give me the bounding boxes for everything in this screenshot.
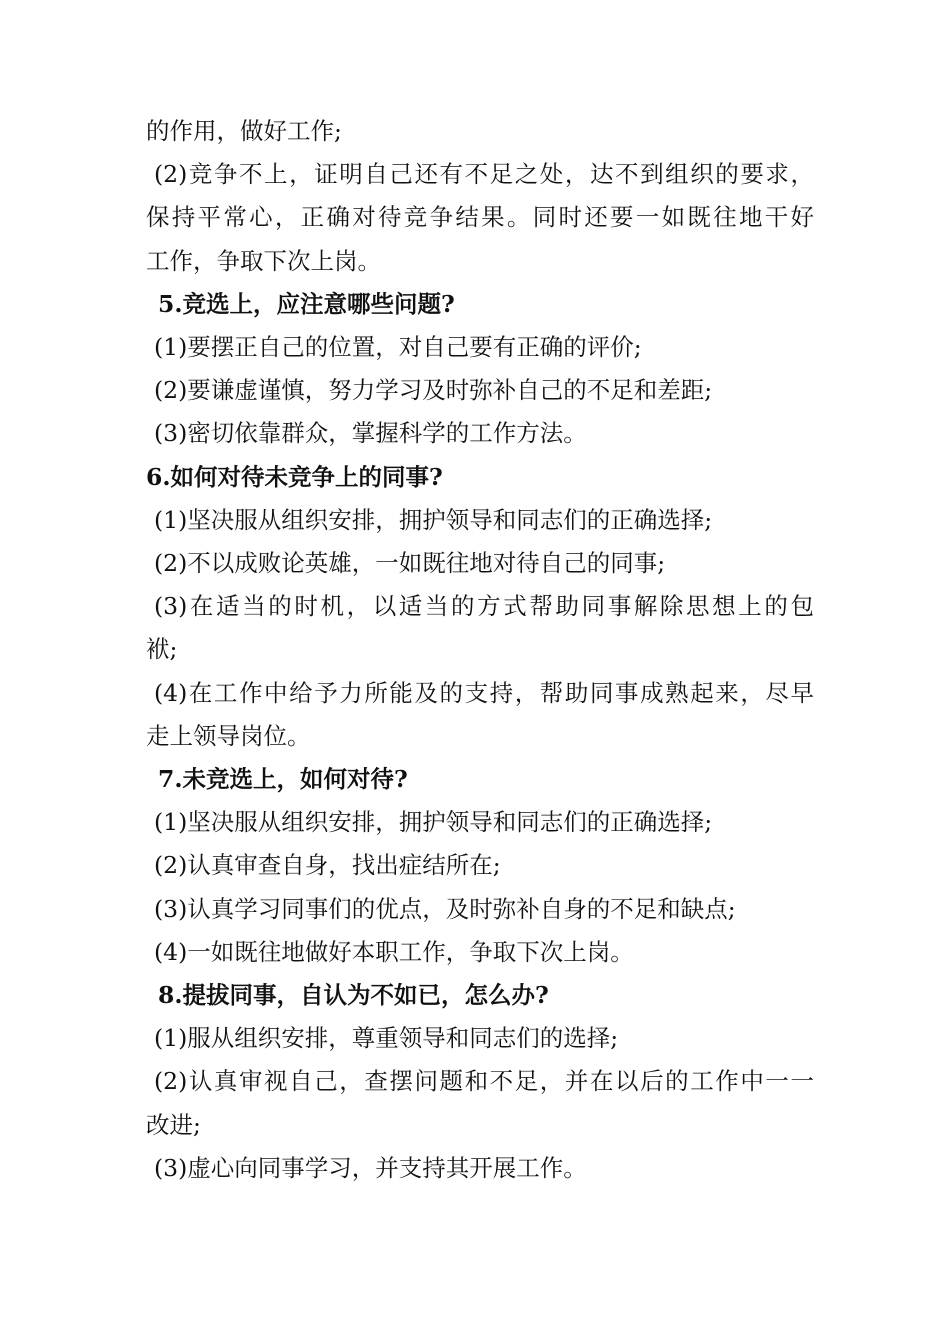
section-heading-8: 8.提拔同事，自认为不如已，怎么办? (158, 981, 549, 1010)
text-line-4: 工作，争取下次上岗。 (146, 246, 381, 275)
list-item-6-1: (1)坚决服从组织安排，拥护领导和同志们的正确选择; (154, 505, 713, 534)
list-item-5-2: (2)要谦虚谨慎，努力学习及时弥补自己的不足和差距; (154, 376, 713, 405)
list-item-8-2: (2)认真审视自己，查摆问题和不足，并在以后的工作中一一 (154, 1067, 814, 1096)
list-item-7-4: (4)一如既往地做好本职工作，争取下次上岗。 (154, 937, 634, 966)
list-item-8-2-cont: 改进; (146, 1110, 201, 1139)
list-item-6-2: (2)不以成败论英雄，一如既往地对待自己的同事; (154, 549, 666, 578)
list-item-6-3: (3)在适当的时机，以适当的方式帮助同事解除思想上的包 (154, 592, 814, 621)
list-item-5-3: (3)密切依靠群众，掌握科学的工作方法。 (154, 419, 587, 448)
text-line-3: 保持平常心，正确对待竞争结果。同时还要一如既往地干好 (146, 203, 814, 232)
list-item-6-4: (4)在工作中给予力所能及的支持，帮助同事成熟起来，尽早 (154, 678, 814, 707)
list-item-7-3: (3)认真学习同事们的优点，及时弥补自身的不足和缺点; (154, 894, 736, 923)
text-line-2: (2)竞争不上，证明自己还有不足之处，达不到组织的要求， (154, 160, 814, 189)
list-item-6-4-cont: 走上领导岗位。 (146, 721, 311, 750)
list-item-5-1: (1)要摆正自己的位置，对自己要有正确的评价; (154, 333, 642, 362)
section-heading-6: 6.如何对待未竞争上的同事? (146, 462, 443, 491)
section-heading-5: 5.竞选上，应注意哪些问题? (158, 289, 455, 318)
list-item-6-3-cont: 袱; (146, 635, 178, 664)
section-heading-7: 7.未竞选上，如何对待? (158, 765, 408, 794)
text-line-1: 的作用，做好工作; (146, 117, 342, 145)
list-item-7-1: (1)坚决服从组织安排，拥护领导和同志们的正确选择; (154, 808, 713, 837)
list-item-7-2: (2)认真审查自身，找出症结所在; (154, 851, 501, 880)
document-body (146, 110, 814, 1190)
list-item-8-1: (1)服从组织安排，尊重领导和同志们的选择; (154, 1024, 619, 1053)
list-item-8-3: (3)虚心向同事学习，并支持其开展工作。 (154, 1153, 587, 1182)
